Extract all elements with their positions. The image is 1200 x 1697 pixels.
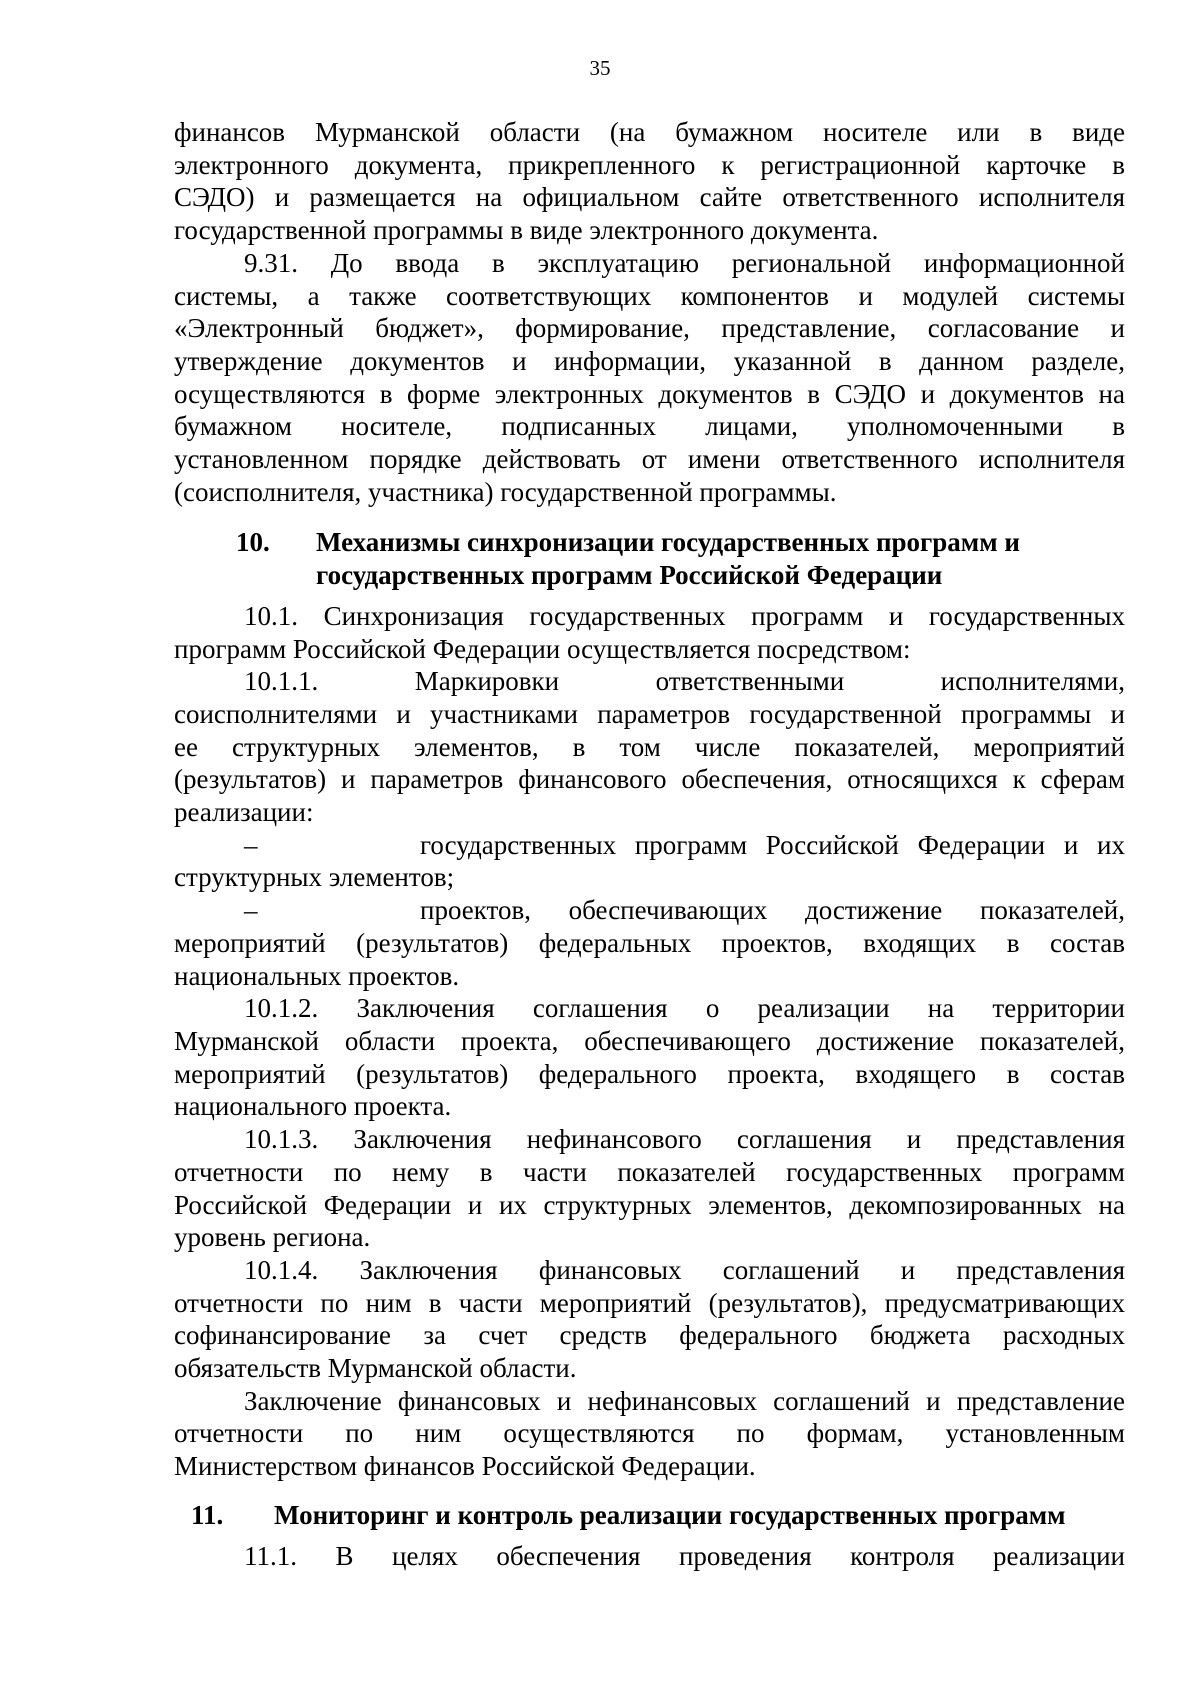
text-line: отчетности по нему в части показателей государственных программ xyxy=(174,1156,1125,1187)
text-line: отчетности по ним осуществляются по формам, установленным xyxy=(174,1418,1125,1449)
text-line: отчетности по ним в части мероприятий (результатов), предусматривающих xyxy=(174,1287,1125,1318)
text-line: государственной программы в виде электронного документа. xyxy=(174,215,879,246)
dash-marker: – xyxy=(244,895,258,926)
text-line: программ Российской Федерации осуществляется посредством: xyxy=(174,633,911,664)
text-line: утверждение документов и информации, указанной в данном разделе, xyxy=(174,345,1125,376)
dash-text: государственных программ Российской Федерации и их xyxy=(420,829,1125,860)
text-line xyxy=(174,894,1125,927)
text-line: мероприятий (результатов) федеральных проектов, входящих в состав xyxy=(174,927,1125,958)
paragraph-10-1 xyxy=(174,600,1125,665)
text-line: бумажном носителе, подписанных лицами, уполномоченными в xyxy=(174,411,1125,442)
text-line: структурных элементов; xyxy=(174,862,455,893)
text-line: 10.1. Синхронизация государственных программ и государственных xyxy=(244,600,1125,631)
paragraph-9-31 xyxy=(174,247,1125,509)
text-line: национального проекта. xyxy=(174,1091,452,1122)
document-body xyxy=(174,116,1125,1572)
text-line: Российской Федерации и их структурных элементов, декомпозированных на xyxy=(174,1189,1125,1220)
dash-item-1 xyxy=(174,829,1125,894)
section-title-line: Механизмы синхронизации государственных программ и xyxy=(316,527,1020,558)
paragraph-continuation xyxy=(174,116,1125,247)
text-line: 10.1.2. Заключения соглашения о реализации на территории xyxy=(244,993,1125,1024)
dash-text: проектов, обеспечивающих достижение показателей, xyxy=(420,895,1125,926)
section-title xyxy=(316,526,1125,591)
paragraph-10-1-3 xyxy=(174,1123,1125,1254)
dash-marker: – xyxy=(244,829,258,860)
text-line: реализации: xyxy=(174,797,314,828)
text-line: Мурманской области проекта, обеспечивающего достижение показателей, xyxy=(174,1025,1125,1056)
paragraph-10-1-2 xyxy=(174,992,1125,1123)
text-line: мероприятий (результатов) федерального проекта, входящего в состав xyxy=(174,1058,1125,1089)
text-line: Заключение финансовых и нефинансовых соглашений и представление xyxy=(244,1385,1125,1416)
text-line: системы, а также соответствующих компонентов и модулей системы xyxy=(174,280,1125,311)
text-line: национальных проектов. xyxy=(174,960,460,991)
paragraph-agreements xyxy=(174,1385,1125,1483)
text-line: «Электронный бюджет», формирование, представление, согласование и xyxy=(174,313,1125,344)
section-10-heading xyxy=(174,526,1125,591)
text-line: установленном порядке действовать от имени ответственного исполнителя xyxy=(174,444,1125,475)
text-line: соисполнителями и участниками параметров государственной программы и xyxy=(174,698,1125,729)
text-line: Министерством финансов Российской Федерации. xyxy=(174,1451,756,1482)
section-title: Мониторинг и контроль реализации государственных программ xyxy=(274,1499,1066,1530)
text-line: электронного документа, прикрепленного к регистрационной карточке в xyxy=(174,149,1125,180)
page-number: 35 xyxy=(589,56,611,80)
section-11-heading xyxy=(174,1499,1125,1532)
text-line: СЭДО) и размещается на официальном сайте ответственного исполнителя xyxy=(174,182,1125,213)
dash-item-2 xyxy=(174,894,1125,992)
section-number: 10. xyxy=(236,527,270,558)
section-title-line: государственных программ Российской Федерации xyxy=(316,560,943,591)
text-line: ее структурных элементов, в том числе показателей, мероприятий xyxy=(174,731,1125,762)
paragraph-10-1-1 xyxy=(174,665,1125,829)
text-line: обязательств Мурманской области. xyxy=(174,1353,577,1384)
text-line: осуществляются в форме электронных документов в СЭДО и документов на xyxy=(174,378,1125,409)
section-number: 11. xyxy=(191,1499,224,1530)
text-line: 11.1. В целях обеспечения проведения контроля реализации xyxy=(244,1540,1125,1571)
text-line xyxy=(174,829,1125,862)
text-line: 10.1.4. Заключения финансовых соглашений и представления xyxy=(244,1254,1125,1285)
text-line: (результатов) и параметров финансового обеспечения, относящихся к сферам xyxy=(174,764,1125,795)
text-line: 10.1.3. Заключения нефинансового соглашения и представления xyxy=(244,1124,1125,1155)
paragraph-11-1 xyxy=(174,1540,1125,1573)
paragraph-10-1-4 xyxy=(174,1254,1125,1385)
text-line: (соисполнителя, участника) государственной программы. xyxy=(174,476,837,507)
text-line: уровень региона. xyxy=(174,1222,371,1253)
text-line: финансов Мурманской области (на бумажном носителе или в виде xyxy=(174,117,1125,147)
text-line: софинансирование за счет средств федерального бюджета расходных xyxy=(174,1320,1125,1351)
text-line: 9.31. До ввода в эксплуатацию региональной информационной xyxy=(244,247,1125,278)
text-line: 10.1.1. Маркировки ответственными исполнителями, xyxy=(244,666,1125,697)
